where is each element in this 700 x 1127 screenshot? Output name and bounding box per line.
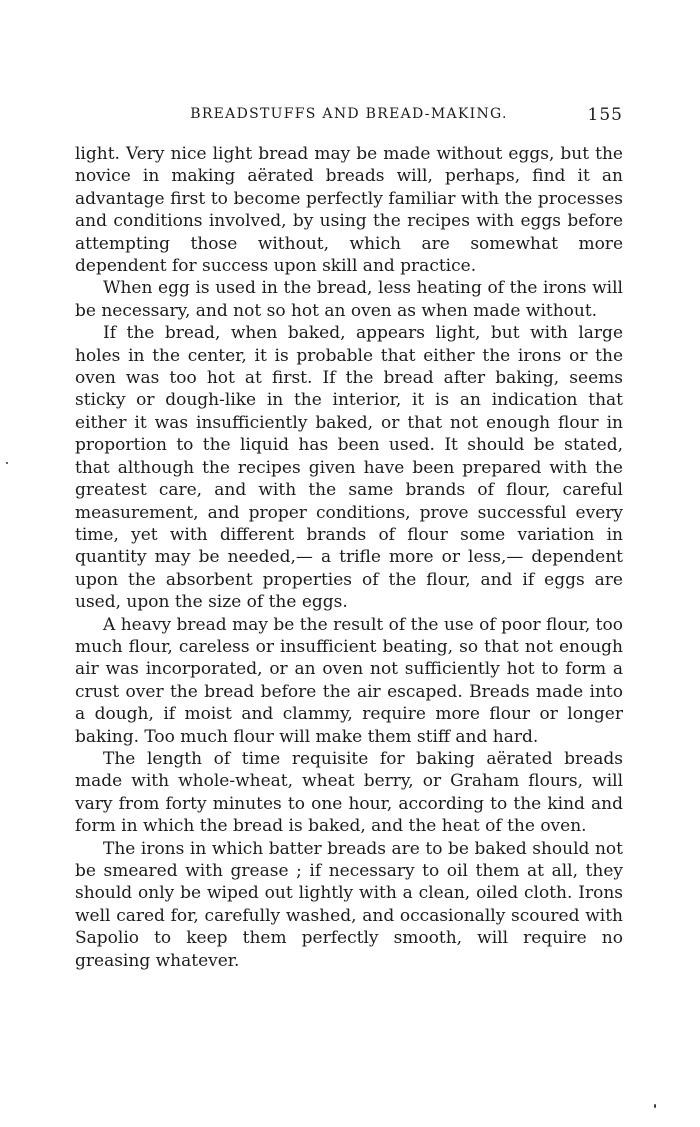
body-text <box>75 143 623 972</box>
running-head <box>75 105 623 127</box>
paragraph-continuation: light. Very nice light bread may be made without eggs, but the novice in making aërated breads will, perhaps, find it an advantage first to become perfectly familiar with the processes and conditions involved, by using the recipes with eggs before attempting those without, which are somewhat more dependent for success upon skill and practice. <box>75 144 623 277</box>
paragraph-baking-time: The length of time requisite for baking aërated breads made with whole-wheat, wheat berry, or Graham flours, will vary from forty minutes to one hour, according to the kind and form in which the bread is baked, and the heat of the oven. <box>75 748 623 837</box>
paragraph-egg-heating: When egg is used in the bread, less heating of the irons will be necessary, and not so hot an oven as when made without. <box>75 278 623 321</box>
paragraph-heavy-bread: A heavy bread may be the result of the use of poor flour, too much flour, careless or insufficient beating, so that not enough air was incorporated, or an oven not sufficiently hot to form a crust over the bread before the air escaped. Breads made into a dough, if moist and clammy, require more flour or longer baking. Too much flour will make them stiff and hard. <box>75 614 623 747</box>
running-title: BREADSTUFFS AND BREAD-MAKING. <box>190 106 508 122</box>
page-number: 155 <box>587 105 623 125</box>
paragraph-baking-problems: If the bread, when baked, appears light, but with large holes in the center, it is probable that either the irons or the oven was too hot at first. If the bread after baking, seems sticky or dough-like in the interior, it is an indication that either it was insufficiently baked, or that not enough flour in proportion to the liquid has been used. It should be stated, that although the recipes given have been prepared with the greatest care, and with the same brands of flour, careful measurement, and proper conditions, prove successful every time, yet with different brands of flour some variation in quantity may be needed,— a trifle more or less,— dependent upon the absorbent properties of the flour, and if eggs are used, upon the size of the eggs. <box>75 323 623 613</box>
margin-speck <box>654 1104 656 1108</box>
paragraph-irons-care: The irons in which batter breads are to be baked should not be smeared with grease ; if necessary to oil them at all, they should only be wiped out lightly with a clean, oiled cloth. Irons well cared for, carefully washed, and occasionally scoured with Sapolio to keep them perfectly smooth, will require no greasing whatever. <box>75 838 623 971</box>
margin-speck <box>6 462 8 464</box>
